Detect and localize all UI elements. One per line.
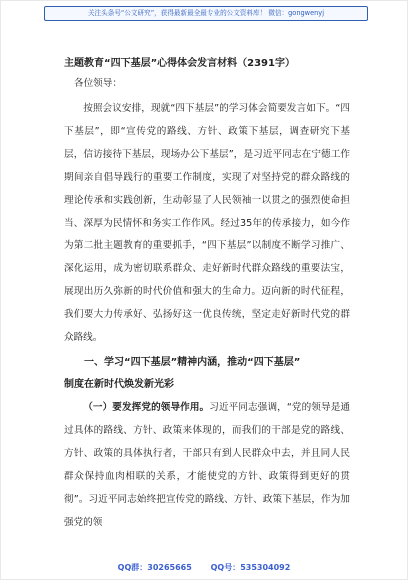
page-footer (0, 560, 408, 576)
section-heading-1-cont: 制度在新时代焕发新光彩 (64, 378, 174, 390)
promo-banner: 关注头条号“公文研究”，获得最新最全最专业的公文资料库！ 微信：gongwenyj (44, 6, 368, 21)
subsection-lead: （一）要发挥党的领导作用。 (83, 401, 210, 413)
intro-paragraph: 按照会议安排，现就“四下基层”的学习体会简要发言如下。“四下基层”，即“宣传党的路线、方针、政策下基层，调查研究下基层，信访接待下基层，现场办公下基层”，是习近平同志在宁德工作期间亲自倡导践行的重要工作制度，实现了对坚持党的群众路线的理论传承和实践创新，生动彰显了人民领袖一以贯之的强烈使命担当、深厚为民情怀和务实工作作风。经过35年的传承接力，如今作为第二批主题教育的重要抓手，“四下基层”以制度不断学习推广、深化运用，成为密切联系群众、走好新时代群众路线的重要法宝，展现出历久弥新的时代价值和强大的生命力。迈向新的时代征程，我们要大力传承好、弘扬好这一优良传统，坚定走好新时代党的群众路线。 (64, 103, 350, 344)
subsection-paragraph-1 (64, 397, 350, 534)
document-title: 主题教育“四下基层”心得体会发言材料（2391字） (64, 58, 295, 69)
salutation: 各位领导： (74, 78, 122, 89)
footer-qq: QQ号：535304092 (210, 563, 291, 572)
footer-qq-group: QQ群：30265665 (117, 563, 192, 572)
section-heading-1: 一、学习“四下基层”精神内涵，推动“四下基层” (84, 356, 301, 368)
document-body (64, 52, 350, 534)
subsection-body: 习近平同志强调，“党的领导是通过具体的路线、方针、政策来体现的，而我们的干部是党的路线、方针、政策的具体执行者，干部只有到人民群众中去，并且同人民群众保持血肉相联的关系，才能使党的方针、政策得到更好的贯彻”。习近平同志始终把宣传党的路线、方针、政策下基层，作为加强党的领 (64, 401, 350, 528)
